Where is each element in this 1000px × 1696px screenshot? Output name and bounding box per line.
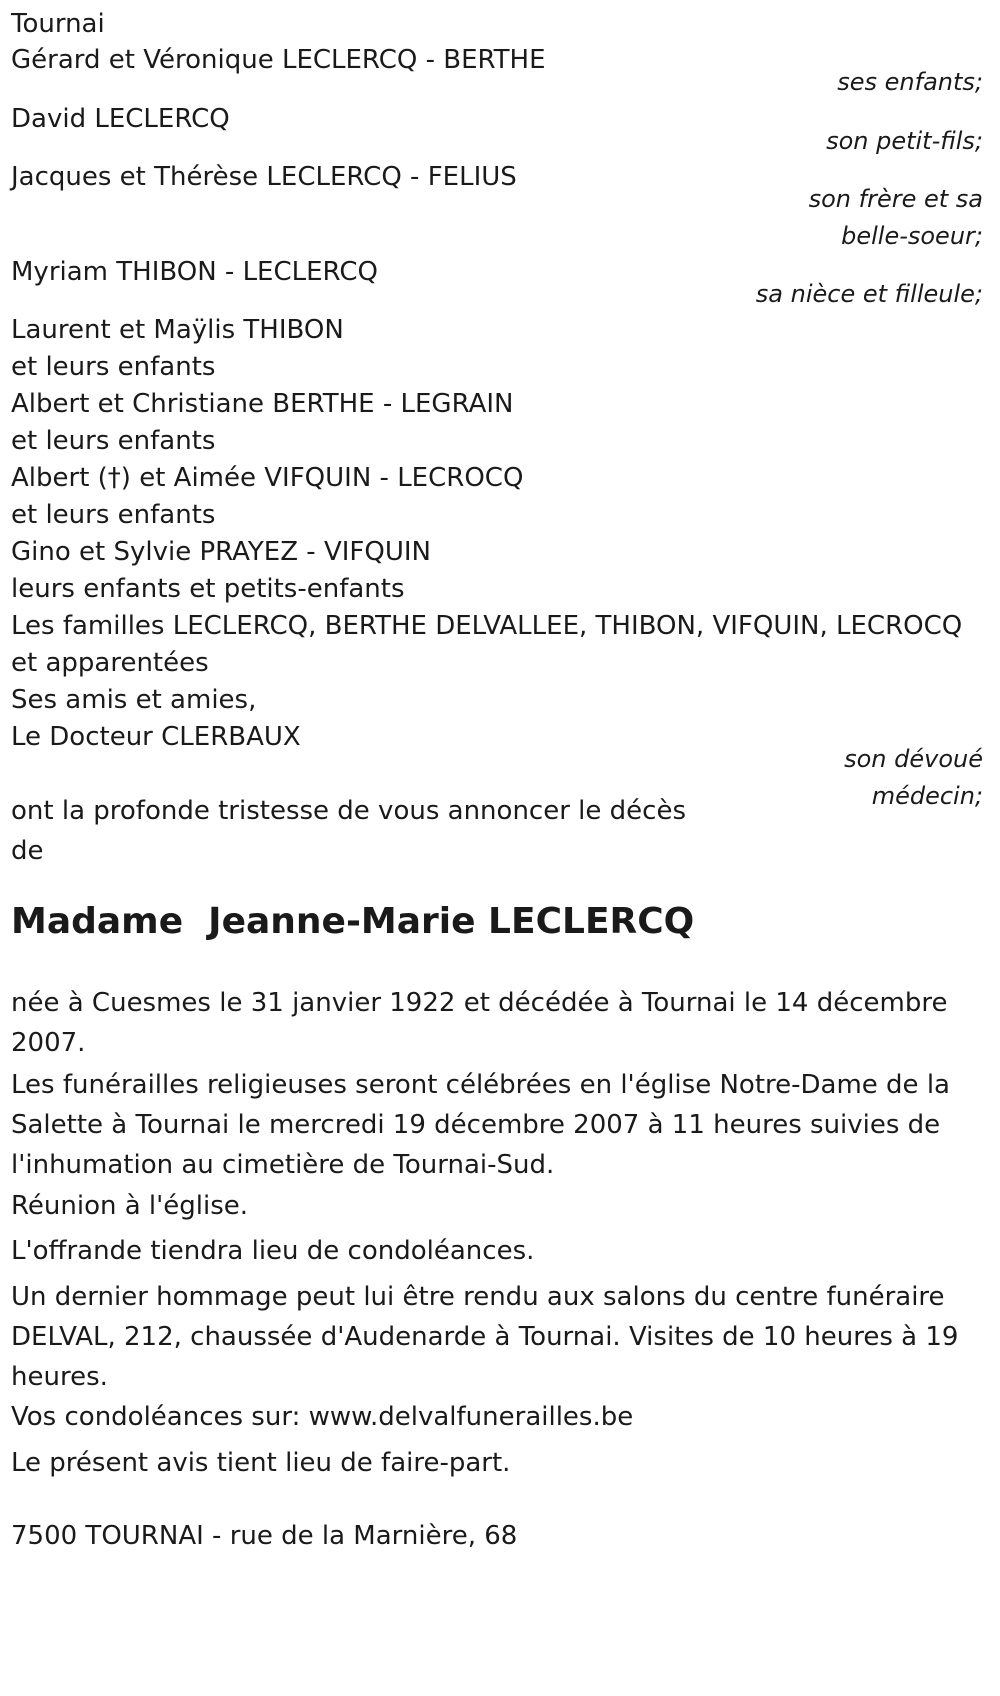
relative-line: Albert et Christiane BERTHE - LEGRAIN [11,389,514,419]
birth-death-paragraph: née à Cuesmes le 31 janvier 1922 et décédée à Tournai le 14 décembre 2007. [11,988,948,1058]
doctor-role: médecin; [871,782,983,810]
family-member-role: son petit-fils; [826,127,983,155]
offering-paragraph: L'offrande tiendra lieu de condoléances. [11,1236,535,1266]
meeting-paragraph: Réunion à l'église. [11,1191,249,1221]
relative-line: et leurs enfants [11,426,216,456]
funeral-paragraph: Les funérailles religieuses seront célébrées en l'église Notre-Dame de la Salette à Tournai le mercredi 19 décembre 2007 à 11 heures suivies de l'inhumation au cimetière de Tournai-Sud. [11,1070,950,1180]
relative-line: Les familles LECLERCQ, BERTHE DELVALLEE, THIBON, VIFQUIN, LECROCQ [11,611,963,641]
relative-line: Ses amis et amies, [11,685,257,715]
family-member-name: Myriam THIBON - LECLERCQ [11,257,378,287]
city-heading: Tournai [11,9,105,39]
tribute-paragraph: Un dernier hommage peut lui être rendu aux salons du centre funéraire DELVAL, 212, chaussée d'Audenarde à Tournai. Visites de 10 heures à 19 heures. [11,1282,959,1392]
relative-line: et leurs enfants [11,352,216,382]
relative-line: et leurs enfants [11,500,216,530]
family-member-role: belle-soeur; [841,222,983,250]
relative-line: Laurent et Maÿlis THIBON [11,315,344,345]
relative-line: et apparentées [11,648,209,678]
family-member-role: sa nièce et filleule; [755,280,983,308]
relative-line: leurs enfants et petits-enfants [11,574,405,604]
doctor-role: son dévoué [844,745,983,773]
condolences-paragraph: Vos condoléances sur: www.delvalfunerailles.be [11,1402,634,1432]
address: 7500 TOURNAI - rue de la Marnière, 68 [11,1521,518,1551]
relative-line: Gino et Sylvie PRAYEZ - VIFQUIN [11,537,431,567]
family-member-role: ses enfants; [837,68,983,96]
family-member-name: Jacques et Thérèse LECLERCQ - FELIUS [11,162,517,192]
family-member-name: David LECLERCQ [11,104,230,134]
family-member-role: son frère et sa [808,185,983,213]
family-member-name: Gérard et Véronique LECLERCQ - BERTHE [11,45,546,75]
relative-line: Albert (†) et Aimée VIFQUIN - LECROCQ [11,463,524,493]
relative-line: Le Docteur CLERBAUX [11,722,301,752]
announcement-text: ont la profonde tristesse de vous annoncer le décès de [11,796,686,866]
notice-paragraph: Le présent avis tient lieu de faire-part. [11,1448,511,1478]
deceased-name: Madame Jeanne-Marie LECLERCQ [11,901,695,942]
